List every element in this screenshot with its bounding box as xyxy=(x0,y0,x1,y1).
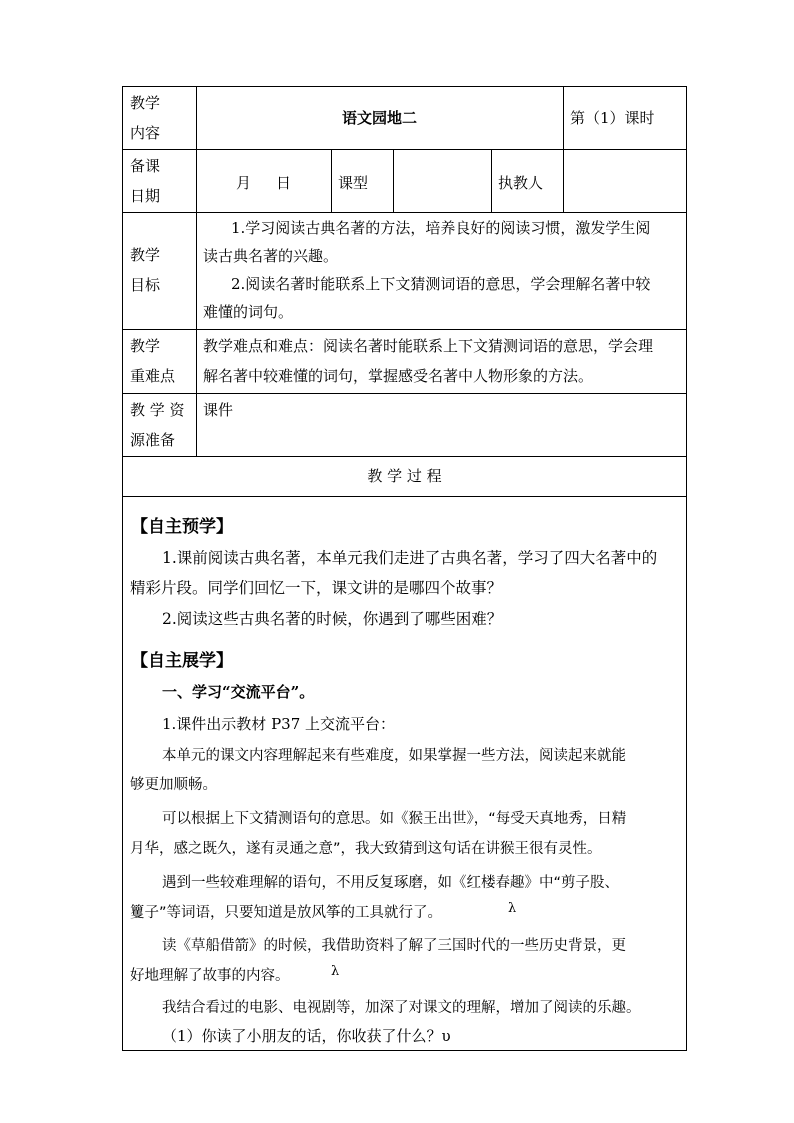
grid-line xyxy=(491,149,492,212)
key-points-content xyxy=(203,331,683,391)
resources-value: 课件 xyxy=(203,401,234,419)
grid-line xyxy=(563,149,564,212)
goal-item-1-line-1: 1.学习阅读古典名著的方法，培养良好的阅读习惯，激发学生阅 xyxy=(231,219,651,237)
grid-line xyxy=(393,149,394,212)
lesson-period: 第（1）课时 xyxy=(570,109,655,127)
teacher-label: 执教人 xyxy=(498,174,544,192)
body-p1-line2: 精彩片段。同学们回忆一下，课文讲的是哪四个故事？ xyxy=(130,579,503,597)
goal-item-1-line-2: 读古典名著的兴趣。 xyxy=(203,247,339,265)
resources-label: 教 学 资 源准备 xyxy=(130,401,185,449)
body-p2: 2.阅读这些古典名著的时候，你遇到了哪些困难？ xyxy=(162,610,503,628)
goal-item-2-line-1: 2.阅读名著时能联系上下文猜测词语的意思，学会理解名著中较 xyxy=(231,275,651,293)
process-title: 教 学 过 程 xyxy=(367,467,442,485)
lesson-type-label: 课型 xyxy=(338,174,369,192)
body-p4: （1）你读了小朋友的话，你收获了什么？υ xyxy=(162,1027,451,1045)
body-p1-line1: 1.课前阅读古典名著，本单元我们走进了古典名著，学习了四大名著中的 xyxy=(162,549,658,567)
subsection-title: 一、学习“交流平台”。 xyxy=(162,683,315,701)
goals-content xyxy=(203,214,683,326)
quote-4-line-1: 读《草船借箭》的时候，我借助资料了解了三国时代的一些历史背景，更 xyxy=(162,938,626,954)
quote-5: 我结合看过的电影、电视剧等，加深了对课文的理解，增加了阅读的乐趣。 xyxy=(162,1000,641,1016)
grid-line xyxy=(122,86,687,87)
stray-mark: λ xyxy=(331,964,340,979)
key-points-label: 教学 重难点 xyxy=(130,337,176,385)
quote-4-line-2: 好地理解了故事的内容。 xyxy=(130,968,290,984)
key-points-line-2: 解名著中较难懂的词句，掌握感受名著中人物形象的方法。 xyxy=(203,367,594,385)
grid-line xyxy=(563,86,564,149)
quote-2-line-2: 月华，感之既久，遂有灵通之意”，我大致猜到这句话在讲猴王很有灵性。 xyxy=(130,841,602,857)
grid-line xyxy=(331,149,332,212)
key-points-line-1: 教学难点和难点：阅读名著时能联系上下文猜测词语的意思，学会理 xyxy=(203,337,654,355)
grid-line xyxy=(122,149,687,150)
quote-3-line-1: 遇到一些较难理解的语句，不用反复琢磨，如《红楼春趣》中“剪子股、 xyxy=(162,875,620,891)
grid-line xyxy=(122,1050,687,1051)
quote-1-line-1: 本单元的课文内容理解起来有些难度，如果掌握一些方法，阅读起来就能 xyxy=(162,748,626,764)
quote-3-line-2: 籰子”等词语，只要知道是放风筝的工具就行了。 xyxy=(130,905,443,921)
grid-line xyxy=(122,393,687,394)
date-day: 日 xyxy=(276,174,292,192)
quote-2-line-1: 可以根据上下文猜测语句的意思。如《猴王出世》，“每受天真地秀，日精 xyxy=(162,811,627,827)
quote-1-line-2: 够更加顺畅。 xyxy=(130,777,217,793)
section-show-title: 【自主展学】 xyxy=(131,651,233,671)
body-p3: 1.课件出示教材 P37 上交流平台： xyxy=(162,715,396,733)
grid-line xyxy=(686,86,687,1051)
stray-mark: λ xyxy=(508,901,517,916)
grid-line xyxy=(122,212,687,213)
grid-line xyxy=(122,86,123,1051)
grid-line xyxy=(122,496,687,497)
grid-line xyxy=(196,86,197,456)
grid-line xyxy=(122,456,687,457)
lesson-title: 语文园地二 xyxy=(341,109,417,127)
goal-item-2-line-2: 难懂的词句。 xyxy=(203,303,294,321)
grid-line xyxy=(122,329,687,330)
date-label: 备课 日期 xyxy=(130,157,161,205)
date-month: 月 xyxy=(236,174,252,192)
goals-label: 教学 目标 xyxy=(130,246,161,294)
content-label: 教学 内容 xyxy=(130,94,161,142)
section-preview-title: 【自主预学】 xyxy=(131,517,233,537)
